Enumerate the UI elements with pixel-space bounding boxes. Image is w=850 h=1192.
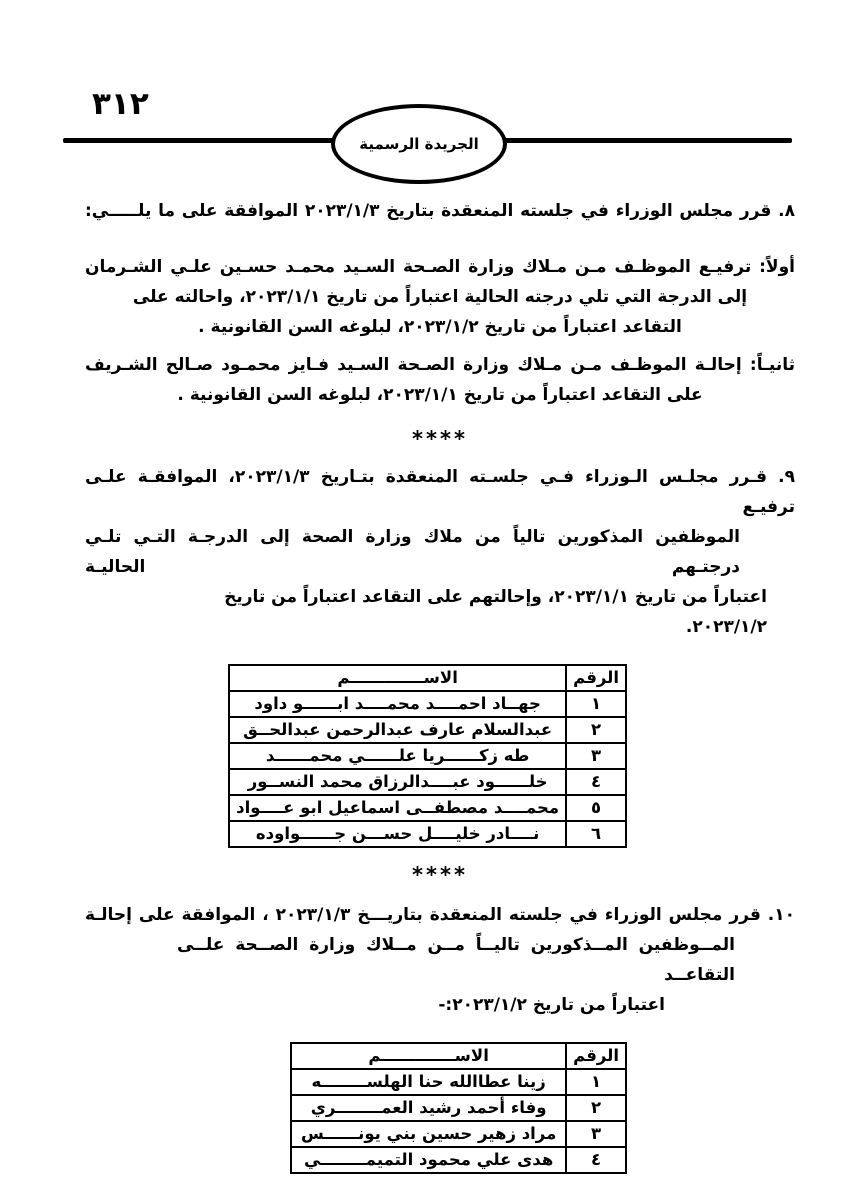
page-number: ٣١٢: [92, 86, 149, 122]
decree-9-line-2: الموظفين المذكورين تالياً من ملاك وزارة الصحة إلى الدرجـة التـي تلـي درجتـهم الحاليـة: [85, 527, 740, 577]
decree-8-item-first-line-1: أولاً: ترفيـع الموظـف مـن مـلاك وزارة الصـحة السـيد محمـد حسـين علـي الشـرمان: [85, 257, 795, 277]
decree-10-line-1: ١٠. قرر مجلس الوزراء في جلسته المنعقدة بتاريـــخ ٢٠٢٣/١/٣ ، الموافقة على إحالـة: [85, 905, 795, 925]
promotion-names-table: [228, 664, 627, 848]
table-row: [229, 769, 626, 795]
decree-10-line-3: اعتباراً من تاريخ ٢٠٢٣/١/٢:-: [438, 995, 665, 1015]
column-header-number: الرقم: [566, 1043, 626, 1069]
decree-10-paragraph: [85, 900, 795, 1020]
row-number-cell: ٣: [566, 743, 626, 769]
row-number-cell: ٤: [566, 769, 626, 795]
column-header-number: الرقم: [566, 665, 626, 691]
table-row: [291, 1147, 626, 1173]
table-row: [291, 1069, 626, 1095]
decree-9-line-3: اعتباراً من تاريخ ٢٠٢٣/١/١، وإحالتهم على التقاعد اعتباراً من تاريخ ٢٠٢٣/١/٢.: [224, 587, 767, 637]
row-name-cell: جهــاد احمــــد محمــــد ابــــــو داود: [229, 691, 566, 717]
row-name-cell: مراد زهير حسين بني يونــــــس: [291, 1121, 566, 1147]
column-header-name: الاســـــــــــــم: [229, 665, 566, 691]
masthead-oval: [331, 104, 507, 184]
page-content: [85, 196, 795, 1174]
row-name-cell: وفاء أحمد رشيد العمــــــــري: [291, 1095, 566, 1121]
gazette-title: الجريدة الرسمية: [359, 135, 479, 153]
row-number-cell: ١: [566, 691, 626, 717]
decree-8-intro: ٨. قرر مجلس الوزراء في جلسته المنعقدة بتاريخ ٢٠٢٣/١/٣ الموافقة على ما يلـــــي:: [85, 201, 795, 221]
row-number-cell: ٦: [566, 821, 626, 847]
row-number-cell: ٣: [566, 1121, 626, 1147]
decree-10-line-2: المــوظفين المــذكورين تاليــاً مــن مــلاك وزارة الصــحة علــى التقاعــد: [177, 935, 735, 985]
separator-stars: ****: [412, 427, 468, 451]
decree-8-item-second: [85, 350, 795, 410]
table-row: [229, 691, 626, 717]
decree-9-line-1: ٩. قـرر مجلـس الـوزراء فـي جلسـته المنعقدة بتـاريخ ٢٠٢٣/١/٣، الموافقـة علـى ترفيـع: [85, 467, 795, 517]
row-number-cell: ٢: [566, 1095, 626, 1121]
row-name-cell: نــــادر خليــــل حســـن جــــــواوده: [229, 821, 566, 847]
row-number-cell: ٤: [566, 1147, 626, 1173]
row-name-cell: زينا عطاالله حنا الهلســــــــه: [291, 1069, 566, 1095]
row-name-cell: طه زكــــــريا علــــــي محمــــــد: [229, 743, 566, 769]
table-row: [229, 821, 626, 847]
table-row: [229, 795, 626, 821]
row-number-cell: ٥: [566, 795, 626, 821]
table-header-row: [229, 665, 626, 691]
row-name-cell: عبدالسلام عارف عبدالرحمن عبدالحــق: [229, 717, 566, 743]
table-row: [229, 743, 626, 769]
decree-8-item-first: [85, 252, 795, 342]
decree-9-paragraph: [85, 462, 795, 642]
decree-8-item-second-line-2: على التقاعد اعتباراً من تاريخ ٢٠٢٣/١/١، لبلوغه السن القانونية .: [177, 385, 703, 405]
retirement-names-table: [290, 1042, 627, 1174]
table-row: [229, 717, 626, 743]
row-name-cell: خلــــــود عبــــدالرزاق محمد النســور: [229, 769, 566, 795]
decree-8-item-first-line-2: إلى الدرجة التي تلي درجته الحالية اعتباراً من تاريخ ٢٠٢٣/١/١، واحالته على: [132, 287, 748, 307]
row-name-cell: محمــــد مصطفــى اسماعيل ابو عــــواد: [229, 795, 566, 821]
decree-8-item-first-line-3: التقاعد اعتباراً من تاريخ ٢٠٢٣/١/٢، لبلوغه السن القانونية .: [198, 317, 682, 337]
row-number-cell: ٢: [566, 717, 626, 743]
row-number-cell: ١: [566, 1069, 626, 1095]
row-name-cell: هدى علي محمود التميمــــــــي: [291, 1147, 566, 1173]
separator-stars: ****: [412, 863, 468, 887]
table-header-row: [291, 1043, 626, 1069]
table-row: [291, 1121, 626, 1147]
column-header-name: الاســـــــــــــم: [291, 1043, 566, 1069]
decree-8-item-second-line-1: ثانيـاً: إحالـة الموظـف مـن مـلاك وزارة الصـحة السـيد فـايز محمـود صـالح الشـريف: [85, 355, 795, 375]
table-row: [291, 1095, 626, 1121]
